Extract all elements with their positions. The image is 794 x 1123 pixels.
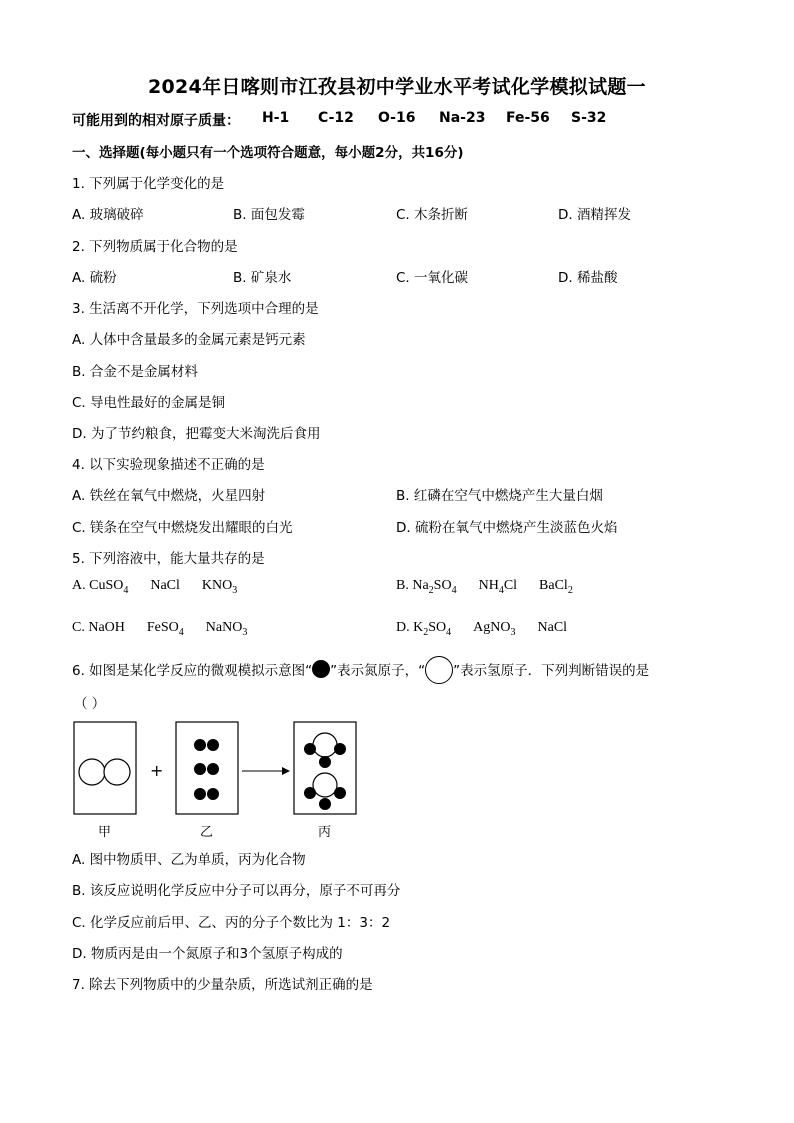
nitrogen-atom-icon xyxy=(319,756,331,768)
q6-option-d: D. 物质丙是由一个氮原子和3个氢原子构成的 xyxy=(72,946,343,962)
mass-item: H-1 xyxy=(262,110,290,126)
q5-option-c: C. NaOH FeSO$_4$ NaNO$_3$ xyxy=(72,620,248,638)
q4-option-b: B. 红磷在空气中燃烧产生大量白烟 xyxy=(396,488,603,504)
nitrogen-atom-icon xyxy=(194,739,206,751)
mass-item: S-32 xyxy=(571,110,607,126)
q6-option-b: B. 该反应说明化学反应中分子可以再分，原子不可再分 xyxy=(72,883,401,899)
q2-option-d: D. 稀盐酸 xyxy=(558,270,618,286)
q6-option-c: C. 化学反应前后甲、乙、丙的分子个数比为 1：3：2 xyxy=(72,915,391,931)
nitrogen-atom-icon xyxy=(194,763,206,775)
hydrogen-atom-icon xyxy=(104,759,130,785)
caption-yi: 乙 xyxy=(200,825,214,840)
q1-option-d: D. 酒精挥发 xyxy=(558,207,631,223)
q2-option-a: A. 硫粉 xyxy=(72,270,117,286)
q5-label-a: A. xyxy=(72,578,86,593)
q3-option-b: B. 合金不是金属材料 xyxy=(72,364,198,380)
nitrogen-atom-icon xyxy=(312,660,330,678)
q2-option-c: C. 一氧化碳 xyxy=(396,270,469,286)
q3-option-c: C. 导电性最好的金属是铜 xyxy=(72,395,226,411)
question-3-stem: 3. 生活离不开化学，下列选项中合理的是 xyxy=(72,301,319,317)
reactant-box-yi xyxy=(176,722,238,814)
q6-stem-part3: ”表示氢原子．下列判断错误的是 xyxy=(453,663,650,679)
nitrogen-atom-icon xyxy=(207,763,219,775)
plus-sign: + xyxy=(150,761,164,780)
mass-item: O-16 xyxy=(378,110,416,126)
nitrogen-atom-icon xyxy=(319,798,331,810)
section-heading: 一、选择题(每小题只有一个选项符合题意，每小题2分，共16分) xyxy=(72,145,464,161)
q5-label-c: C. xyxy=(72,620,85,635)
question-1-stem: 1. 下列属于化学变化的是 xyxy=(72,176,225,192)
hydrogen-atom-icon xyxy=(313,773,337,797)
question-4-stem: 4. 以下实验现象描述不正确的是 xyxy=(72,457,265,473)
q3-option-d: D. 为了节约粮食，把霉变大米淘洗后食用 xyxy=(72,426,321,442)
page-title: 2024年日喀则市江孜县初中学业水平考试化学模拟试题一 xyxy=(148,76,646,98)
q5-label-b: B. xyxy=(396,578,409,593)
q6-option-a: A. 图中物质甲、乙为单质，丙为化合物 xyxy=(72,852,306,868)
answer-paren: （ ） xyxy=(74,696,106,712)
q4-option-a: A. 铁丝在氧气中燃烧，火星四射 xyxy=(72,488,266,504)
q6-stem-part2: ”表示氮原子，“ xyxy=(330,663,426,679)
q3-option-a: A. 人体中含量最多的金属元素是钙元素 xyxy=(72,332,306,348)
q1-option-c: C. 木条折断 xyxy=(396,207,469,223)
caption-jia: 甲 xyxy=(98,825,112,840)
question-5-stem: 5. 下列溶液中，能大量共存的是 xyxy=(72,551,265,567)
q2-option-b: B. 矿泉水 xyxy=(233,270,292,286)
q5-option-b: B. $Na_2SO_4$ $NH_4Cl$ BaCl$_2$ xyxy=(396,578,573,596)
nitrogen-atom-icon xyxy=(334,743,346,755)
nitrogen-atom-icon xyxy=(304,787,316,799)
masses-label: 可能用到的相对原子质量： xyxy=(72,113,240,129)
q6-stem-part1: 6. 如图是某化学反应的微观模拟示意图“ xyxy=(72,663,313,679)
hydrogen-atom-icon xyxy=(79,759,105,785)
mass-item: Fe-56 xyxy=(506,110,550,126)
question-7-stem: 7. 除去下列物质中的少量杂质，所选试剂正确的是 xyxy=(72,977,373,993)
q1-option-b: B. 面包发霉 xyxy=(233,207,305,223)
q4-option-c: C. 镁条在空气中燃烧发出耀眼的白光 xyxy=(72,520,293,536)
mass-item: Na-23 xyxy=(439,110,486,126)
nitrogen-atom-icon xyxy=(207,739,219,751)
q5-option-a: A. CuSO$_4$ NaCl $KNO_3$ xyxy=(72,578,238,596)
nitrogen-atom-icon xyxy=(334,787,346,799)
nitrogen-atom-icon xyxy=(194,788,206,800)
question-2-stem: 2. 下列物质属于化合物的是 xyxy=(72,239,238,255)
arrow-head-icon xyxy=(282,767,290,775)
nitrogen-atom-icon xyxy=(207,788,219,800)
question-6-stem xyxy=(72,656,649,684)
q5-option-d: D. $K_2SO_4$ AgNO$_3$ NaCl xyxy=(396,620,568,638)
q1-option-a: A. 玻璃破碎 xyxy=(72,207,144,223)
caption-bing: 丙 xyxy=(318,825,332,840)
q5-label-d: D. xyxy=(396,620,410,635)
hydrogen-atom-icon xyxy=(313,733,337,757)
hydrogen-atom-icon xyxy=(425,656,453,684)
mass-item: C-12 xyxy=(318,110,354,126)
q4-option-d: D. 硫粉在氧气中燃烧产生淡蓝色火焰 xyxy=(396,520,618,536)
nitrogen-atom-icon xyxy=(304,743,316,755)
